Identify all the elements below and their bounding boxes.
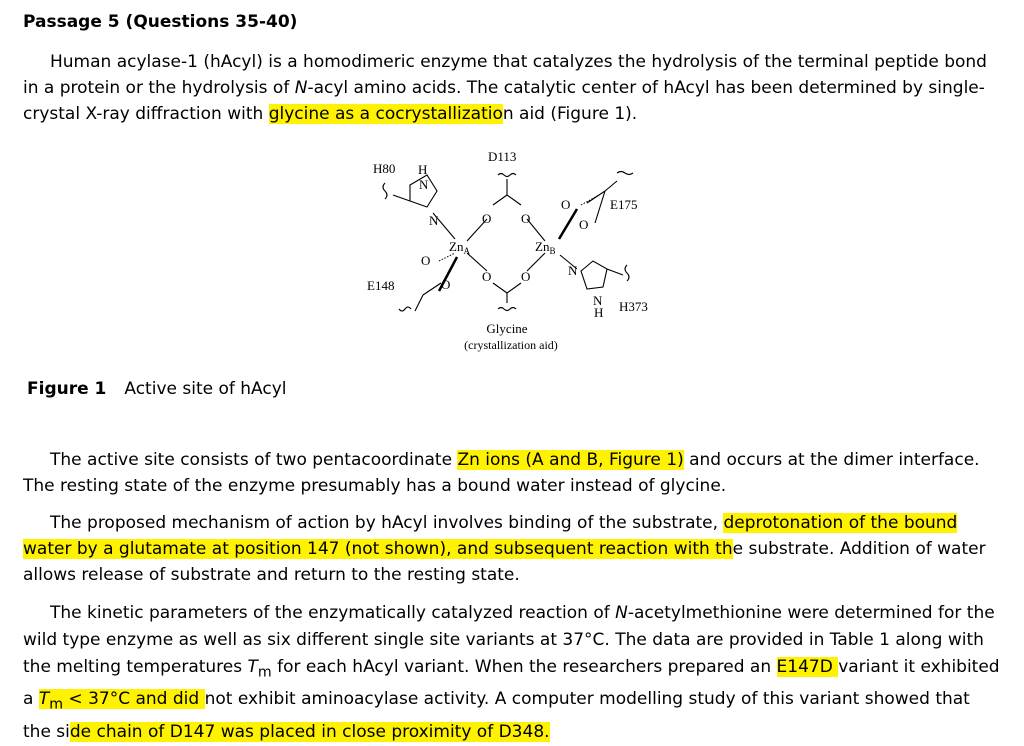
e175-wavy-bond xyxy=(617,172,633,175)
paragraph-kinetics xyxy=(23,600,1001,746)
label-h80-h: H xyxy=(418,162,428,177)
d113-wavy-bond xyxy=(498,174,516,177)
p3-highlight: deprotonation of the bound water by a glutamate at position 147 (not shown), and subsequent reaction with th xyxy=(23,513,958,559)
p4-text-a: The kinetic parameters of the enzymatically catalyzed reaction of xyxy=(50,603,616,623)
label-o1: O xyxy=(482,211,492,226)
label-h373: H373 xyxy=(619,299,648,314)
active-site-diagram xyxy=(355,143,665,358)
label-o2: O xyxy=(521,211,531,226)
paragraph-intro xyxy=(23,49,1001,127)
label-h80-n1: N xyxy=(419,177,429,192)
p4-text-d: for each hAcyl variant. When the researchers prepared an xyxy=(271,657,777,677)
p4-text-f: not exhibit aminoacylase activity. A computer modelling study of this variant showed that the si xyxy=(23,689,970,742)
label-e175: E175 xyxy=(610,197,638,212)
p1-text-c: -acyl amino acids. The catalytic center of hAcyl has been determined by single-crystal X-ray diffraction with xyxy=(23,78,985,124)
label-h80-n2: N xyxy=(429,213,439,228)
label-o5: O xyxy=(421,253,431,268)
p4-tm: T xyxy=(247,657,258,677)
p4-highlight-tm: $T_m < 37^\circ C$ and did xyxy=(38,689,205,713)
label-o4: O xyxy=(521,269,531,284)
p2-text-a: The active site consists of two pentacoordinate xyxy=(50,450,458,470)
label-o7: O xyxy=(561,197,571,212)
p3-text-a: The proposed mechanism of action by hAcyl involves binding of the substrate, xyxy=(50,513,724,533)
label-o6: O xyxy=(441,277,451,292)
p4-tm-sub: m xyxy=(257,664,272,681)
paragraph-active-site xyxy=(23,447,1001,499)
label-o8: O xyxy=(579,217,589,232)
p1-italic-n: N xyxy=(294,78,308,98)
h373-imidazole-ring xyxy=(581,261,607,289)
e148-wavy-bond xyxy=(399,307,411,311)
p1-highlight: glycine as a cocrystallizatio xyxy=(268,104,503,124)
caption-text: Active site of hAcyl xyxy=(124,379,287,399)
paragraph-mechanism xyxy=(23,510,1001,588)
p1-text-d: n aid (Figure 1). xyxy=(502,104,638,124)
label-glycine: Glycine xyxy=(486,321,528,336)
p4-italic-n: N xyxy=(615,603,628,623)
h80-wavy-bond xyxy=(383,183,387,199)
label-zn-a: $Zn_A$ xyxy=(449,239,470,256)
label-h373-n2: N xyxy=(593,293,603,308)
label-h80: H80 xyxy=(373,161,396,176)
p3-text-b: e substrate. Addition of water allows release of substrate and return to the resting state. xyxy=(23,539,986,585)
label-e148: E148 xyxy=(367,278,395,293)
caption-label: Figure 1 xyxy=(27,379,107,399)
label-glycine-sub: (crystallization aid) xyxy=(464,338,558,352)
p2-highlight: Zn ions (A and B, Figure 1) xyxy=(457,450,684,470)
label-d113: D113 xyxy=(488,149,517,164)
p4-highlight-d147: de chain of D147 was placed in close proximity of D348. xyxy=(69,721,550,742)
label-h373-h: H xyxy=(594,305,604,320)
p1-text-a: Human acylase-1 (hAcyl) is a homodimeric enzyme that catalyzes the hydrolysis of the terminal peptide bond in a protein or the hydrolysis of xyxy=(23,52,987,98)
p4-text-e: variant it exhibited a xyxy=(23,657,1000,710)
p2-text-b: and occurs at the dimer interface. The resting state of the enzyme presumably has a bound water instead of glycine. xyxy=(23,450,980,496)
glycine-wavy-bond xyxy=(498,308,516,311)
figure-caption xyxy=(27,379,287,399)
h373-wavy-bond xyxy=(625,265,629,281)
label-o3: O xyxy=(482,269,492,284)
active-site-figure xyxy=(355,143,665,358)
p4-text-c: -acetylmethionine were determined for the wild type enzyme as well as six different single site variants at 37°C. The data are provided in Table 1 along with the melting temperatures xyxy=(23,603,995,677)
p4-highlight-e147d: E147D xyxy=(776,657,839,677)
label-h373-n1: N xyxy=(568,263,578,278)
passage-heading: Passage 5 (Questions 35-40) xyxy=(23,12,298,32)
label-zn-b: $Zn_B$ xyxy=(535,239,556,256)
